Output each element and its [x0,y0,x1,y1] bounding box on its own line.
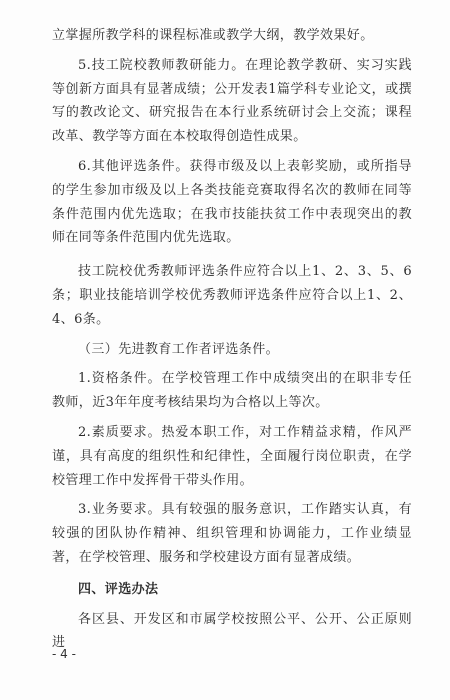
section-heading: 四、评选办法 [78,581,159,597]
paragraph-item-5: 5.技工院校教师教研能力。在理论教学教研、实习实践等创新方面具有显著成绩；公开发表1篇学科专业论文，或撰写的教改论文、研究报告在本行业系统研讨会上交流；课程改革、教学等方面在本校取得创造性成果。 [52,57,412,145]
paragraph-method: 各区县、开发区和市属学校按照公平、公开、公正原则进 [52,611,412,651]
paragraph-continuation: 立掌握所教学科的课程标准或教学大纲，教学效果好。 [52,28,374,43]
paragraph-qualification: 1.资格条件。在学校管理工作中成绩突出的在职非专任教师，近3年年度考核结果均为合格以上等次。 [52,371,412,411]
subsection-heading-3: （三）先进教育工作者评选条件。 [78,341,280,357]
paragraph-summary: 技工院校优秀教师评选条件应符合以上1、2、3、5、6条；职业技能培训学校优秀教师评选条件应符合以上1、2、4、6条。 [52,264,412,327]
page-number: - 4 - [52,647,76,661]
paragraph-quality: 2.素质要求。热爱本职工作，对工作精益求精，作风严谨，具有高度的组织性和纪律性，全面履行岗位职责，在学校管理工作中发挥骨干带头作用。 [52,424,412,488]
paragraph-item-6: 6.其他评选条件。获得市级及以上表彰奖励，或所指导的学生参加市级及以上各类技能竞赛取得名次的教师在同等条件范围内优先选取；在我市技能扶贫工作中表现突出的教师在同等条件范围内优先选取。 [52,158,412,246]
paragraph-business: 3.业务要求。具有较强的服务意识，工作踏实认真，有较强的团队协作精神、组织管理和协调能力，工作业绩显著，在学校管理、服务和学校建设方面有显著成绩。 [52,502,412,565]
document-body [52,24,412,655]
